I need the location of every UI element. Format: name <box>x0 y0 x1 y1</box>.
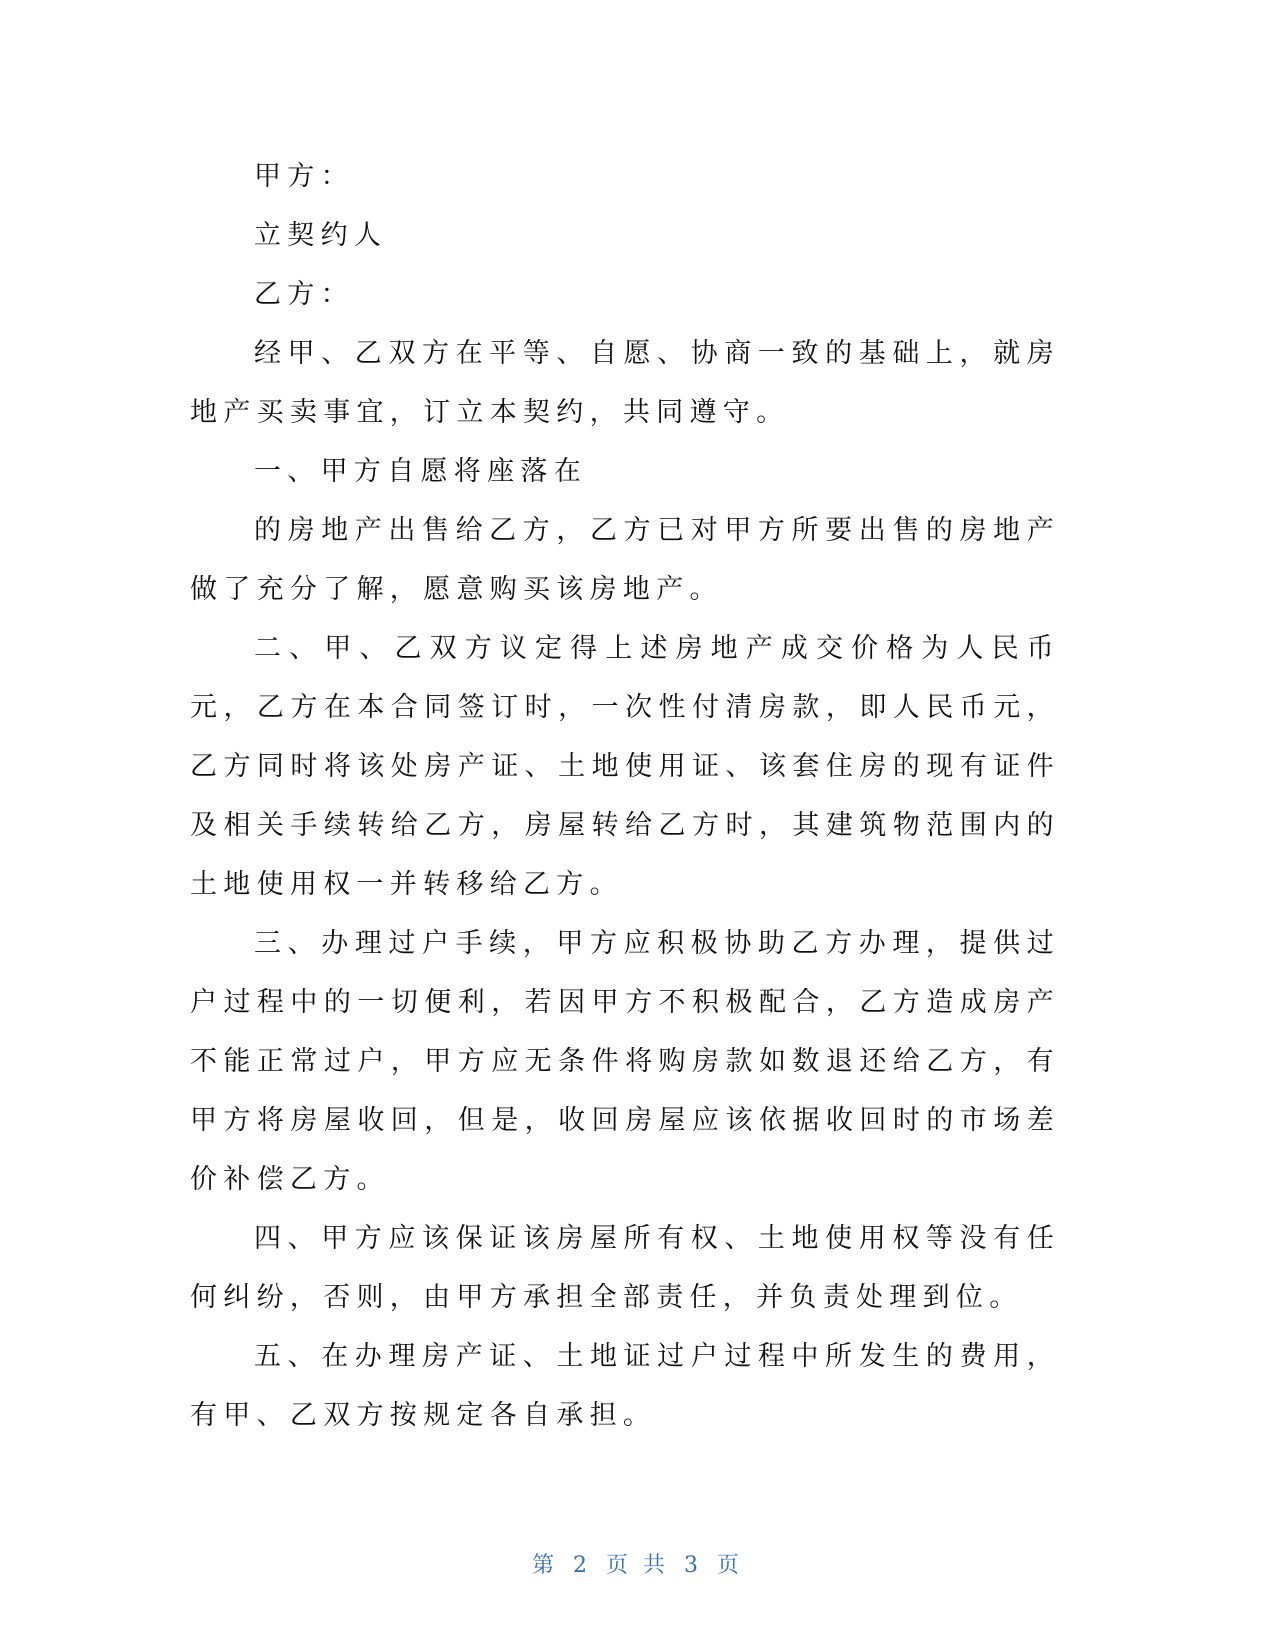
document-body <box>190 147 1060 1445</box>
page-total: 3 <box>684 1553 702 1578</box>
party-b-line: 乙方： <box>254 279 354 310</box>
contract-signer-line: 立契约人 <box>254 220 388 251</box>
page-label-middle: 页 共 <box>606 1553 669 1578</box>
party-a-line: 甲方： <box>254 161 354 192</box>
page-label-prefix: 第 <box>531 1553 558 1578</box>
page-number-footer <box>0 1548 1275 1579</box>
clause-3-paragraph: 三、办理过户手续，甲方应积极协助乙方办理，提供过户过程中的一切便利，若因甲方不积极配合，乙方造成房产不能正常过户，甲方应无条件将购房款如数退还给乙方，有甲方将房屋收回，但是，收回房屋应该依据收回时的市场差价补偿乙方。 <box>190 928 1060 1195</box>
clause-5-paragraph: 五、在办理房产证、土地证过户过程中所发生的费用，有甲、乙双方按规定各自承担。 <box>190 1341 1060 1431</box>
clause-1-body: 的房地产出售给乙方，乙方已对甲方所要出售的房地产做了充分了解，愿意购买该房地产。 <box>190 515 1060 605</box>
clause-4-paragraph: 四、甲方应该保证该房屋所有权、土地使用权等没有任何纠纷，否则，由甲方承担全部责任，并负责处理到位。 <box>190 1223 1060 1313</box>
clause-2-paragraph: 二、甲、乙双方议定得上述房地产成交价格为人民币元，乙方在本合同签订时，一次性付清房款，即人民币元，乙方同时将该处房产证、土地使用证、该套住房的现有证件及相关手续转给乙方，房屋转给乙方时，其建筑物范围内的土地使用权一并转移给乙方。 <box>190 633 1060 900</box>
page-current: 2 <box>573 1553 591 1578</box>
clause-1-heading: 一、甲方自愿将座落在 <box>254 456 587 487</box>
preamble-paragraph: 经甲、乙双方在平等、自愿、协商一致的基础上，就房地产买卖事宜，订立本契约，共同遵守。 <box>190 338 1060 428</box>
page-label-suffix: 页 <box>717 1553 744 1578</box>
